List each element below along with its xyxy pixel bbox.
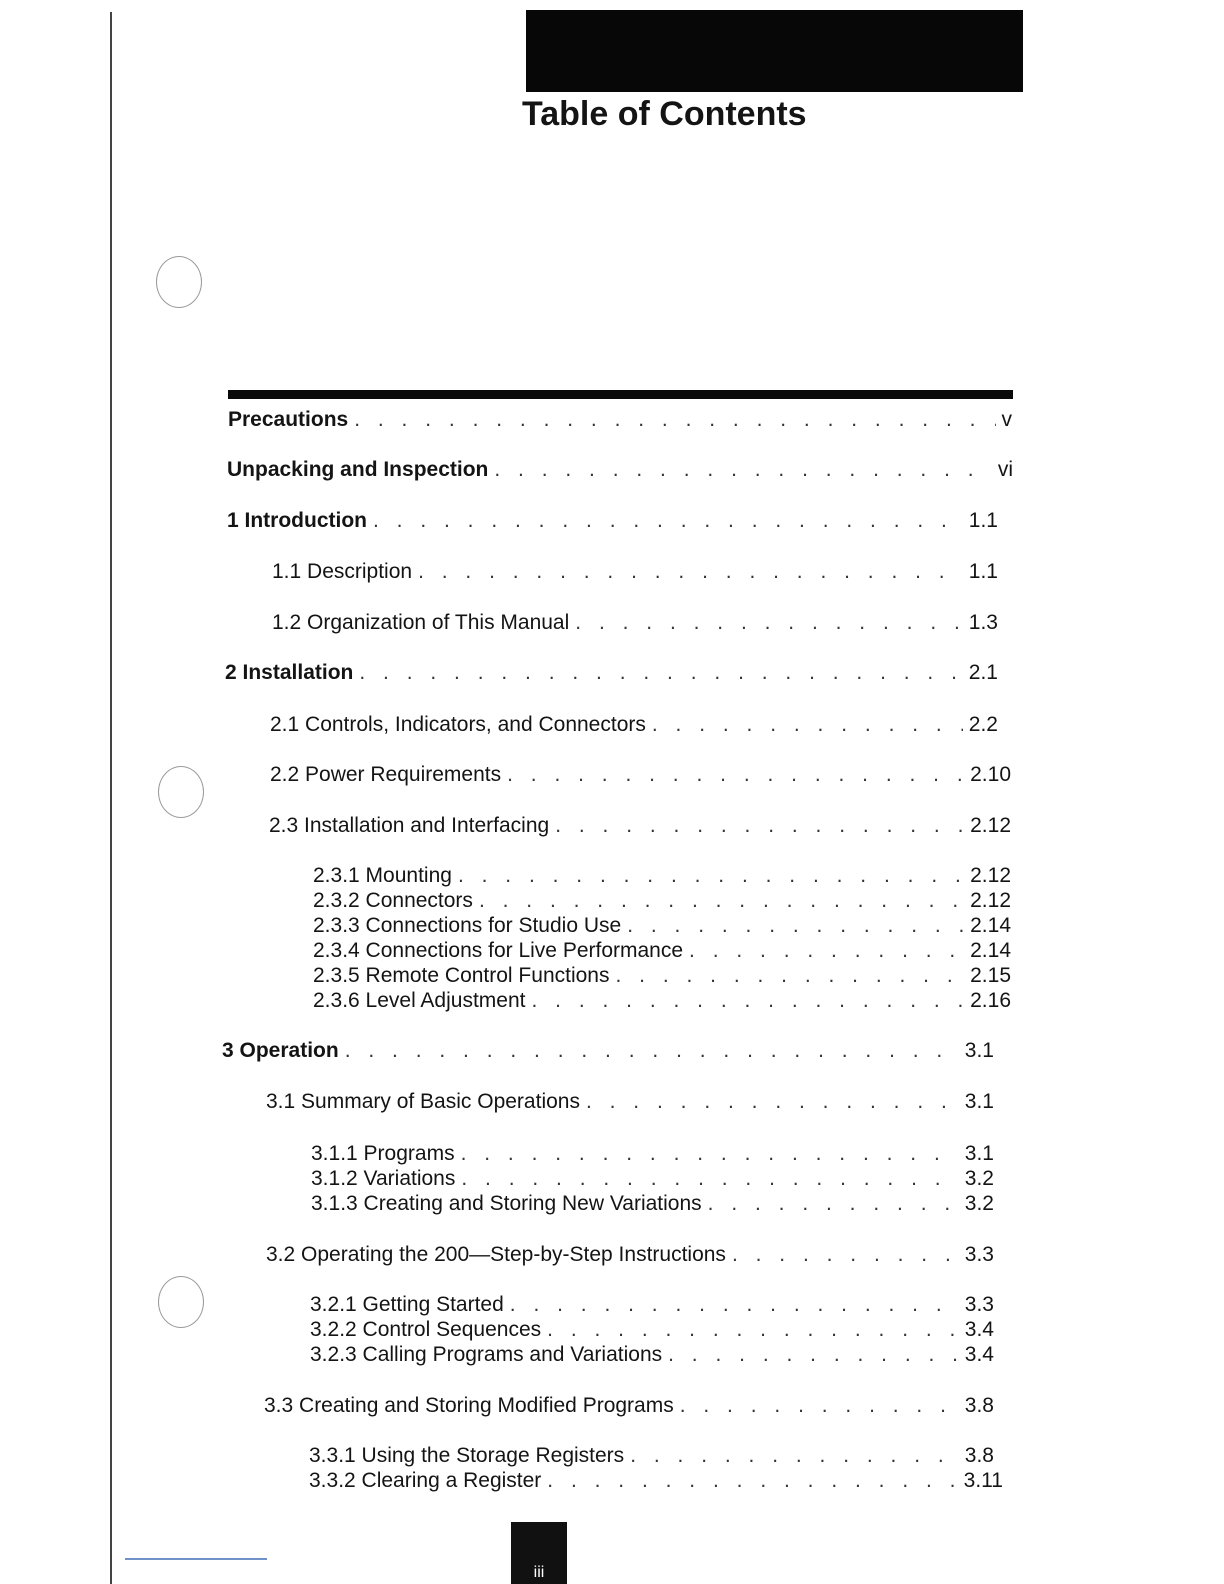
header-black-bar [526, 10, 1023, 92]
toc-entry-label: 3.2.2 Control Sequences [310, 1318, 542, 1341]
toc-entry-label: 2.3 Installation and Interfacing [269, 814, 550, 837]
dot-leader [461, 1166, 958, 1192]
toc-entry-label: 2.3.6 Level Adjustment [313, 989, 526, 1012]
toc-entry-page: 2.12 [970, 889, 1011, 912]
toc-entry-introduction[interactable] [227, 508, 998, 534]
toc-entry-label: 1 Introduction [227, 509, 367, 532]
toc-entry-page: 2.1 [968, 661, 998, 684]
toc-entry-summary[interactable] [266, 1089, 994, 1115]
toc-entry-page: 3.1 [964, 1142, 994, 1165]
toc-entry-connectors[interactable] [313, 888, 1011, 914]
dot-leader [547, 1317, 959, 1343]
dot-leader [510, 1292, 959, 1318]
dot-leader [680, 1393, 959, 1419]
toc-entry-label: 2.3.1 Mounting [313, 864, 452, 887]
footer-underline [125, 1558, 267, 1560]
dot-leader [507, 762, 964, 788]
toc-entry-page: 3.1 [964, 1039, 994, 1062]
toc-entry-page: 3.4 [964, 1343, 994, 1366]
toc-entry-label: 3.3 Creating and Storing Modified Programs [264, 1394, 674, 1417]
toc-entry-label: 3.1.3 Creating and Storing New Variations [311, 1192, 702, 1215]
toc-entry-page: 3.8 [964, 1444, 994, 1467]
toc-entry-page: 1.1 [968, 509, 998, 532]
toc-entry-precautions[interactable] [228, 407, 1012, 433]
dot-leader [652, 712, 963, 738]
toc-entry-studio-use[interactable] [313, 913, 1011, 939]
toc-entry-label: Unpacking and Inspection [227, 458, 489, 481]
dot-leader [345, 1038, 959, 1064]
toc-entry-installation[interactable] [225, 660, 998, 686]
toc-entry-operating[interactable] [266, 1242, 994, 1268]
dot-leader [547, 1468, 957, 1494]
dot-leader [555, 813, 964, 839]
punch-hole-middle [158, 766, 204, 818]
dot-leader [359, 660, 962, 686]
toc-entry-mounting[interactable] [313, 863, 1011, 889]
toc-entry-page: 2.14 [970, 939, 1011, 962]
toc-entry-control-sequences[interactable] [310, 1317, 994, 1343]
toc-entry-live-performance[interactable] [313, 938, 1011, 964]
toc-entry-label: 2.3.3 Connections for Studio Use [313, 914, 622, 937]
toc-entry-getting-started[interactable] [310, 1292, 994, 1318]
toc-entry-label: 2 Installation [225, 661, 354, 684]
dot-leader [354, 407, 995, 433]
toc-entry-page: 1.1 [968, 560, 998, 583]
toc-entry-page: 2.2 [968, 713, 998, 736]
toc-entry-label: 2.2 Power Requirements [270, 763, 502, 786]
toc-entry-page: 3.4 [964, 1318, 994, 1341]
toc-entry-label: 3.1 Summary of Basic Operations [266, 1090, 580, 1113]
dot-leader [373, 508, 963, 534]
toc-entry-page: 2.12 [970, 814, 1011, 837]
toc-entry-calling-programs[interactable] [310, 1342, 994, 1368]
toc-entry-page: vi [997, 458, 1013, 481]
dot-leader [689, 938, 964, 964]
toc-entry-page: 3.11 [963, 1469, 1003, 1492]
dot-leader [668, 1342, 959, 1368]
dot-leader [708, 1191, 959, 1217]
toc-entry-page: 3.3 [964, 1243, 994, 1266]
toc-entry-label: Precautions [228, 408, 349, 431]
toc-entry-label: 3.3.1 Using the Storage Registers [309, 1444, 625, 1467]
toc-entry-page: 3.2 [964, 1167, 994, 1190]
toc-entry-installation-interfacing[interactable] [269, 813, 1011, 839]
toc-entry-storage-registers[interactable] [309, 1443, 994, 1469]
toc-entry-label: 2.3.5 Remote Control Functions [313, 964, 610, 987]
toc-entry-page: 3.2 [964, 1192, 994, 1215]
dot-leader [494, 457, 991, 483]
toc-entry-controls[interactable] [270, 712, 998, 738]
dot-leader [586, 1089, 959, 1115]
toc-entry-label: 1.2 Organization of This Manual [272, 611, 570, 634]
toc-entry-page: 2.12 [970, 864, 1011, 887]
toc-entry-power[interactable] [270, 762, 1011, 788]
dot-leader [732, 1242, 959, 1268]
toc-entry-operation[interactable] [222, 1038, 994, 1064]
toc-entry-page: 3.3 [964, 1293, 994, 1316]
toc-entry-page: 1.3 [968, 611, 998, 634]
toc-entry-label: 2.3.2 Connectors [313, 889, 473, 912]
toc-entry-label: 3.3.2 Clearing a Register [309, 1469, 542, 1492]
toc-entry-label: 2.1 Controls, Indicators, and Connectors [270, 713, 646, 736]
toc-entry-description[interactable] [272, 559, 998, 585]
dot-leader [418, 559, 963, 585]
dot-leader [575, 610, 963, 636]
toc-entry-page: 3.1 [964, 1090, 994, 1113]
dot-leader [627, 913, 964, 939]
toc-entry-new-variations[interactable] [311, 1191, 994, 1217]
toc-entry-page: 2.16 [970, 989, 1011, 1012]
binding-margin-line [110, 12, 112, 1584]
toc-entry-level-adjustment[interactable] [313, 988, 1011, 1014]
toc-entry-label: 3 Operation [222, 1039, 339, 1062]
toc-entry-label: 2.3.4 Connections for Live Performance [313, 939, 684, 962]
toc-entry-label: 3.1.2 Variations [311, 1167, 456, 1190]
toc-entry-label: 3.2 Operating the 200—Step-by-Step Instructions [266, 1243, 726, 1266]
toc-entry-page: v [1001, 408, 1012, 431]
toc-entry-organization[interactable] [272, 610, 998, 636]
section-rule [228, 390, 1013, 399]
page-number: iii [533, 1564, 545, 1581]
dot-leader [461, 1141, 959, 1167]
page-number-tab [511, 1522, 567, 1584]
toc-entry-variations[interactable] [311, 1166, 994, 1192]
page-title: Table of Contents [522, 95, 807, 133]
toc-entry-label: 1.1 Description [272, 560, 413, 583]
dot-leader [615, 963, 964, 989]
toc-entry-page: 2.14 [970, 914, 1011, 937]
dot-leader [630, 1443, 959, 1469]
toc-entry-label: 3.2.3 Calling Programs and Variations [310, 1343, 663, 1366]
dot-leader [458, 863, 964, 889]
punch-hole-bottom [158, 1276, 204, 1328]
toc-entry-remote-control[interactable] [313, 963, 1011, 989]
toc-entry-label: 3.2.1 Getting Started [310, 1293, 504, 1316]
toc-entry-label: 3.1.1 Programs [311, 1142, 455, 1165]
toc-entry-page: 3.8 [964, 1394, 994, 1417]
toc-entry-programs[interactable] [311, 1141, 994, 1167]
toc-entry-clearing-register[interactable] [309, 1468, 1003, 1494]
dot-leader [531, 988, 964, 1014]
toc-entry-unpacking[interactable] [227, 457, 1013, 483]
toc-entry-modified-programs[interactable] [264, 1393, 994, 1419]
toc-entry-page: 2.15 [970, 964, 1011, 987]
dot-leader [479, 888, 964, 914]
toc-entry-page: 2.10 [970, 763, 1011, 786]
punch-hole-top [156, 256, 202, 308]
